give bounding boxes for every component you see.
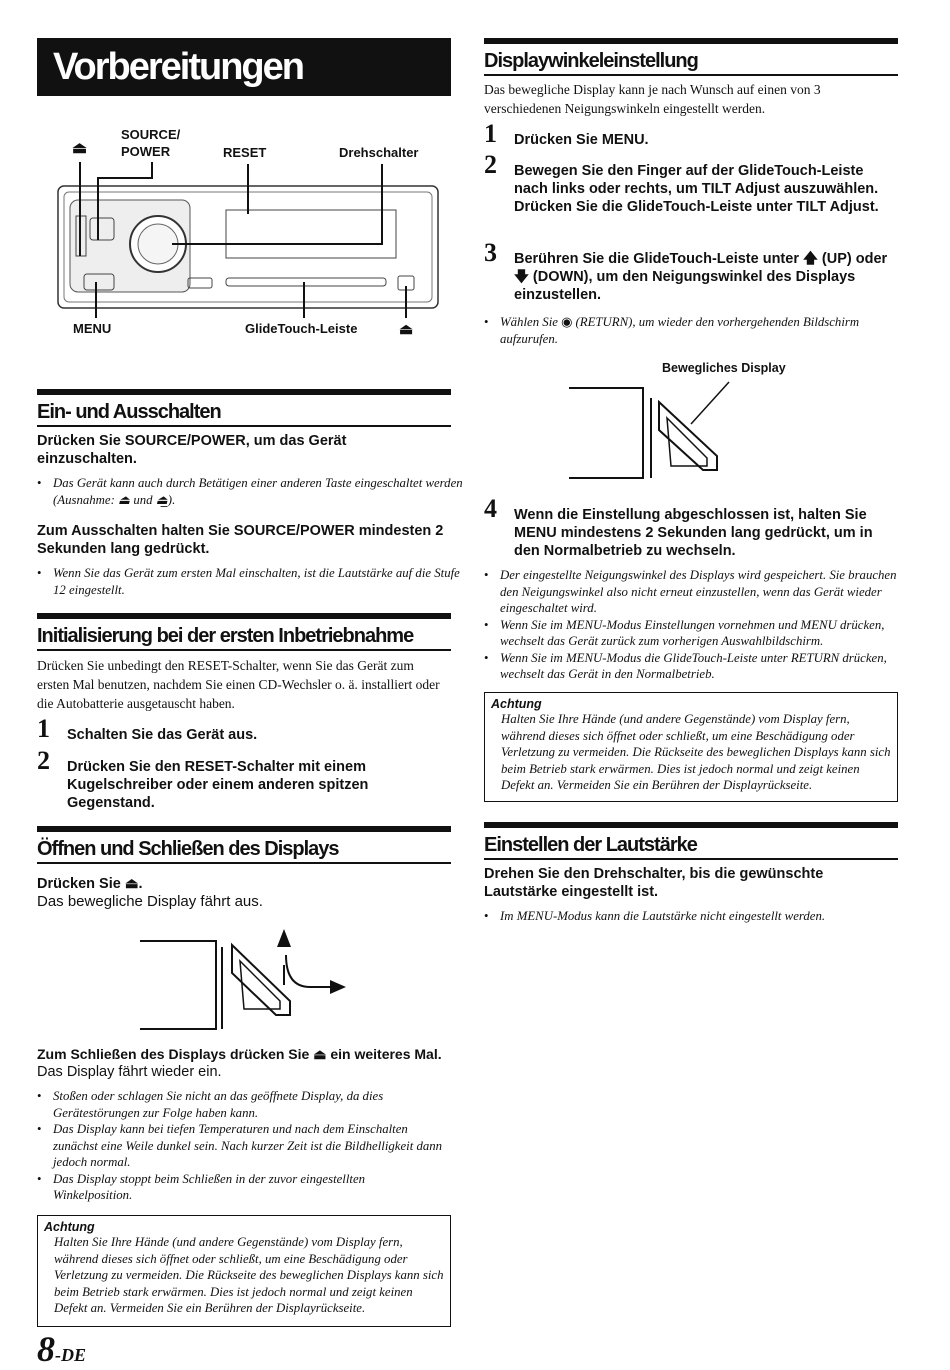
text: Drücken Sie [514, 132, 602, 148]
display-note: • Das Display stoppt beim Schließen in der zuvor eingestellten Winkelposition. [37, 1171, 447, 1204]
section-heading-winkel: Displaywinkeleinstellung [484, 38, 898, 76]
source-power-ref: SOURCE/POWER [233, 523, 355, 539]
step-text [514, 131, 896, 149]
winkel-step-2 [484, 150, 896, 216]
text: unter TILT Adjust. [752, 199, 879, 215]
section-heading-einaus: Ein- und Ausschalten [37, 389, 451, 427]
caution-title: Achtung [491, 697, 542, 711]
glidetouch-label: GlideTouch-Leiste [245, 321, 358, 336]
display-note: • Stoßen oder schlagen Sie nicht an das geöffnete Display, da dies Gerätestörungen zur Folge haben kann. [37, 1088, 447, 1121]
caution-title: Achtung [44, 1220, 95, 1234]
page-suffix: -DE [55, 1345, 86, 1365]
text: Drehen Sie den [484, 866, 594, 882]
caution-text: Halten Sie Ihre Hände (und andere Gegenstände) vom Display fern, während dieses sich öffnet oder schließt, um eine Beschädigung oder Verletzung zu vermeiden. Die Rückseite des beweglichen Displays kann sich beim Betrieb stark erwärmen. Dies ist jedoch normal und zeigt keinen Defekt an. Vermeiden Sie ein Berühren der Displayrückseite. [54, 1235, 444, 1315]
glidetouch-ref: GlideTouch-Leiste [633, 251, 759, 267]
winkel-note: • Wenn Sie im MENU-Modus die GlideTouch-Leiste unter RETURN drücken, wechselt das Gerät in den Normalbetrieb. [484, 650, 898, 683]
caution-box-display [37, 1215, 451, 1327]
page-number [37, 1328, 86, 1370]
text: mindestens 2 Sekunden lang gedrückt, um in den Normalbetrieb zu wechseln. [514, 525, 873, 559]
winkel-step-3 [484, 238, 896, 304]
display-open-diagram [140, 925, 360, 1035]
winkel-note: • Wenn Sie im MENU-Modus Einstellungen vornehmen und MENU drücken, wechselt das Gerät zurück zum vorherigen Auswahlbildschirm. [484, 617, 898, 650]
display-press-instruction [37, 875, 447, 893]
eject-icon: ⏏ [399, 321, 414, 338]
text: . [138, 876, 143, 892]
text: Drücken Sie den [67, 759, 185, 775]
step-text [514, 250, 896, 304]
text: Zum Schließen des Displays drücken Sie [37, 1046, 314, 1062]
winkel-step-4 [484, 494, 896, 560]
text: Berühren Sie die [514, 251, 634, 267]
section-heading-laut: Einstellen der Lautstärke [484, 822, 898, 860]
step-number: 3 [484, 238, 497, 267]
return-icon: ◉ [561, 315, 573, 329]
source-power-ref: SOURCE/POWER [124, 433, 246, 449]
winkel-notes [484, 567, 898, 683]
text: (RETURN), um wieder den vorhergehenden Bildschirm aufzurufen. [500, 315, 860, 346]
step-text [67, 758, 449, 812]
text: Bewegen Sie den Finger auf der [514, 163, 738, 179]
source-power-label: SOURCE/ POWER [121, 127, 181, 159]
step-number: 2 [484, 150, 497, 179]
einaus-note-2: • Wenn Sie das Gerät zum ersten Mal einschalten, ist die Lautstärke auf die Stufe 12 eingestellt. [37, 565, 463, 598]
section-heading-display: Öffnen und Schließen des Displays [37, 826, 451, 864]
page-num: 8 [37, 1329, 55, 1369]
laut-note: • Im MENU-Modus kann die Lautstärke nicht eingestellt werden. [484, 908, 912, 925]
text: (UP) oder [817, 251, 888, 267]
reset-ref: RESET-Schalter [184, 759, 295, 775]
init-step-1 [37, 714, 449, 744]
text: mit einem Kugelschreiber oder einem anderen spitzen Gegenstand. [67, 759, 369, 811]
display-tilt-diagram [565, 378, 745, 480]
eject-icon: ⏏ [72, 140, 88, 157]
page-title: Vorbereitungen [37, 38, 451, 96]
text: bis die gewünschte Lautstärke eingestellt ist. [484, 866, 824, 900]
text: nach links oder rechts, um TILT Adjust auszuwählen. Drücken Sie die [514, 181, 879, 215]
menu-label: MENU [73, 321, 112, 336]
display-note: • Das Display kann bei tiefen Temperaturen und nach dem Einschalten zunächst eine Weile dunkel sein. Nach kurzer Zeit ist die Bildhelligkeit dann jedoch normal. [37, 1121, 447, 1171]
step-number: 4 [484, 494, 497, 523]
up-arrow-icon: 🡅 [803, 251, 818, 267]
text: Drücken Sie [37, 876, 125, 892]
text: (DOWN), um den Neigungswinkel des Displays einzustellen. [514, 269, 856, 303]
glidetouch-ref: GlideTouch-Leiste [626, 199, 753, 215]
winkel-body: Das bewegliche Display kann je nach Wunsch auf einen von 3 verschiedenen Neigungswinkeln eingestellt werden. [484, 82, 821, 116]
step-text: Schalten Sie das Gerät aus. [67, 727, 258, 743]
text: unter [758, 251, 803, 267]
step-number: 1 [37, 714, 50, 743]
text: Wenn die Einstellung abgeschlossen ist, halten Sie [514, 507, 867, 523]
einaus-off-instruction [37, 522, 447, 558]
text: . [644, 132, 649, 148]
glidetouch-ref: GlideTouch-Leiste [738, 163, 864, 179]
movable-display-label: Bewegliches Display [662, 361, 786, 375]
device-front-diagram [40, 140, 450, 320]
winkel-note: • Der eingestellte Neigungswinkel des Displays wird gespeichert. Sie brauchen den Neigungswinkel also nicht erneut einzustellen, wenn das Gerät wieder eingeschaltet wird. [484, 567, 898, 617]
einaus-note-1: • Das Gerät kann auch durch Betätigen einer anderen Taste eingeschaltet werden (Ausnahme: ⏏ und ⏏̲). [37, 475, 463, 508]
laut-instruction [484, 865, 896, 901]
init-body: Drücken Sie unbedingt den RESET-Schalter, wenn Sie das Gerät zum ersten Mal benutzen, nachdem Sie einen CD-Wechsler o. ä. installiert oder die Autobatterie ausgetauscht haben. [37, 658, 440, 711]
text: ein weiteres Mal. [326, 1046, 442, 1062]
eject-icon: ⏏ [124, 876, 139, 892]
init-step-2 [37, 746, 449, 812]
caution-text: Halten Sie Ihre Hände (und andere Gegenstände) vom Display fern, während dieses sich öffnet oder schließt, um eine Beschädigung oder Verletzung zu vermeiden. Die Rückseite des beweglichen Displays kann sich beim Betrieb stark erwärmen. Dies ist jedoch normal und zeigt keinen Defekt an. Vermeiden Sie ein Berühren der Displayrückseite. [501, 712, 891, 792]
reset-label: RESET [223, 145, 267, 160]
drehschalter-label: Drehschalter [339, 145, 419, 160]
winkel-step-1 [484, 119, 896, 149]
step-number: 2 [37, 746, 50, 775]
step-text [514, 506, 896, 560]
text: , um das Gerät einzuschalten. [37, 433, 347, 467]
display-press-sub: Das bewegliche Display fährt aus. [37, 893, 263, 910]
down-arrow-icon: 🡇 [514, 269, 529, 285]
display-close-sub: Das Display fährt wieder ein. [37, 1064, 222, 1080]
text: Zum Ausschalten halten Sie [37, 523, 234, 539]
step-text [514, 162, 896, 216]
menu-ref: MENU [514, 525, 557, 541]
winkel-return-note [484, 314, 912, 347]
eject-icon: ⏏ [313, 1046, 327, 1062]
drehschalter-ref: Drehschalter, [593, 866, 686, 882]
display-close-instruction [37, 1045, 447, 1063]
einaus-intro [37, 432, 447, 468]
display-notes [37, 1088, 447, 1204]
menu-ref: MENU [601, 132, 645, 148]
step-number: 1 [484, 119, 497, 148]
caution-box-winkel [484, 692, 898, 802]
text: mindesten 2 Sekunden lang gedrückt. [37, 523, 444, 557]
text: Wählen Sie [500, 315, 562, 329]
section-heading-init: Initialisierung bei der ersten Inbetriebnahme [37, 613, 451, 651]
text: Drücken Sie [37, 433, 125, 449]
